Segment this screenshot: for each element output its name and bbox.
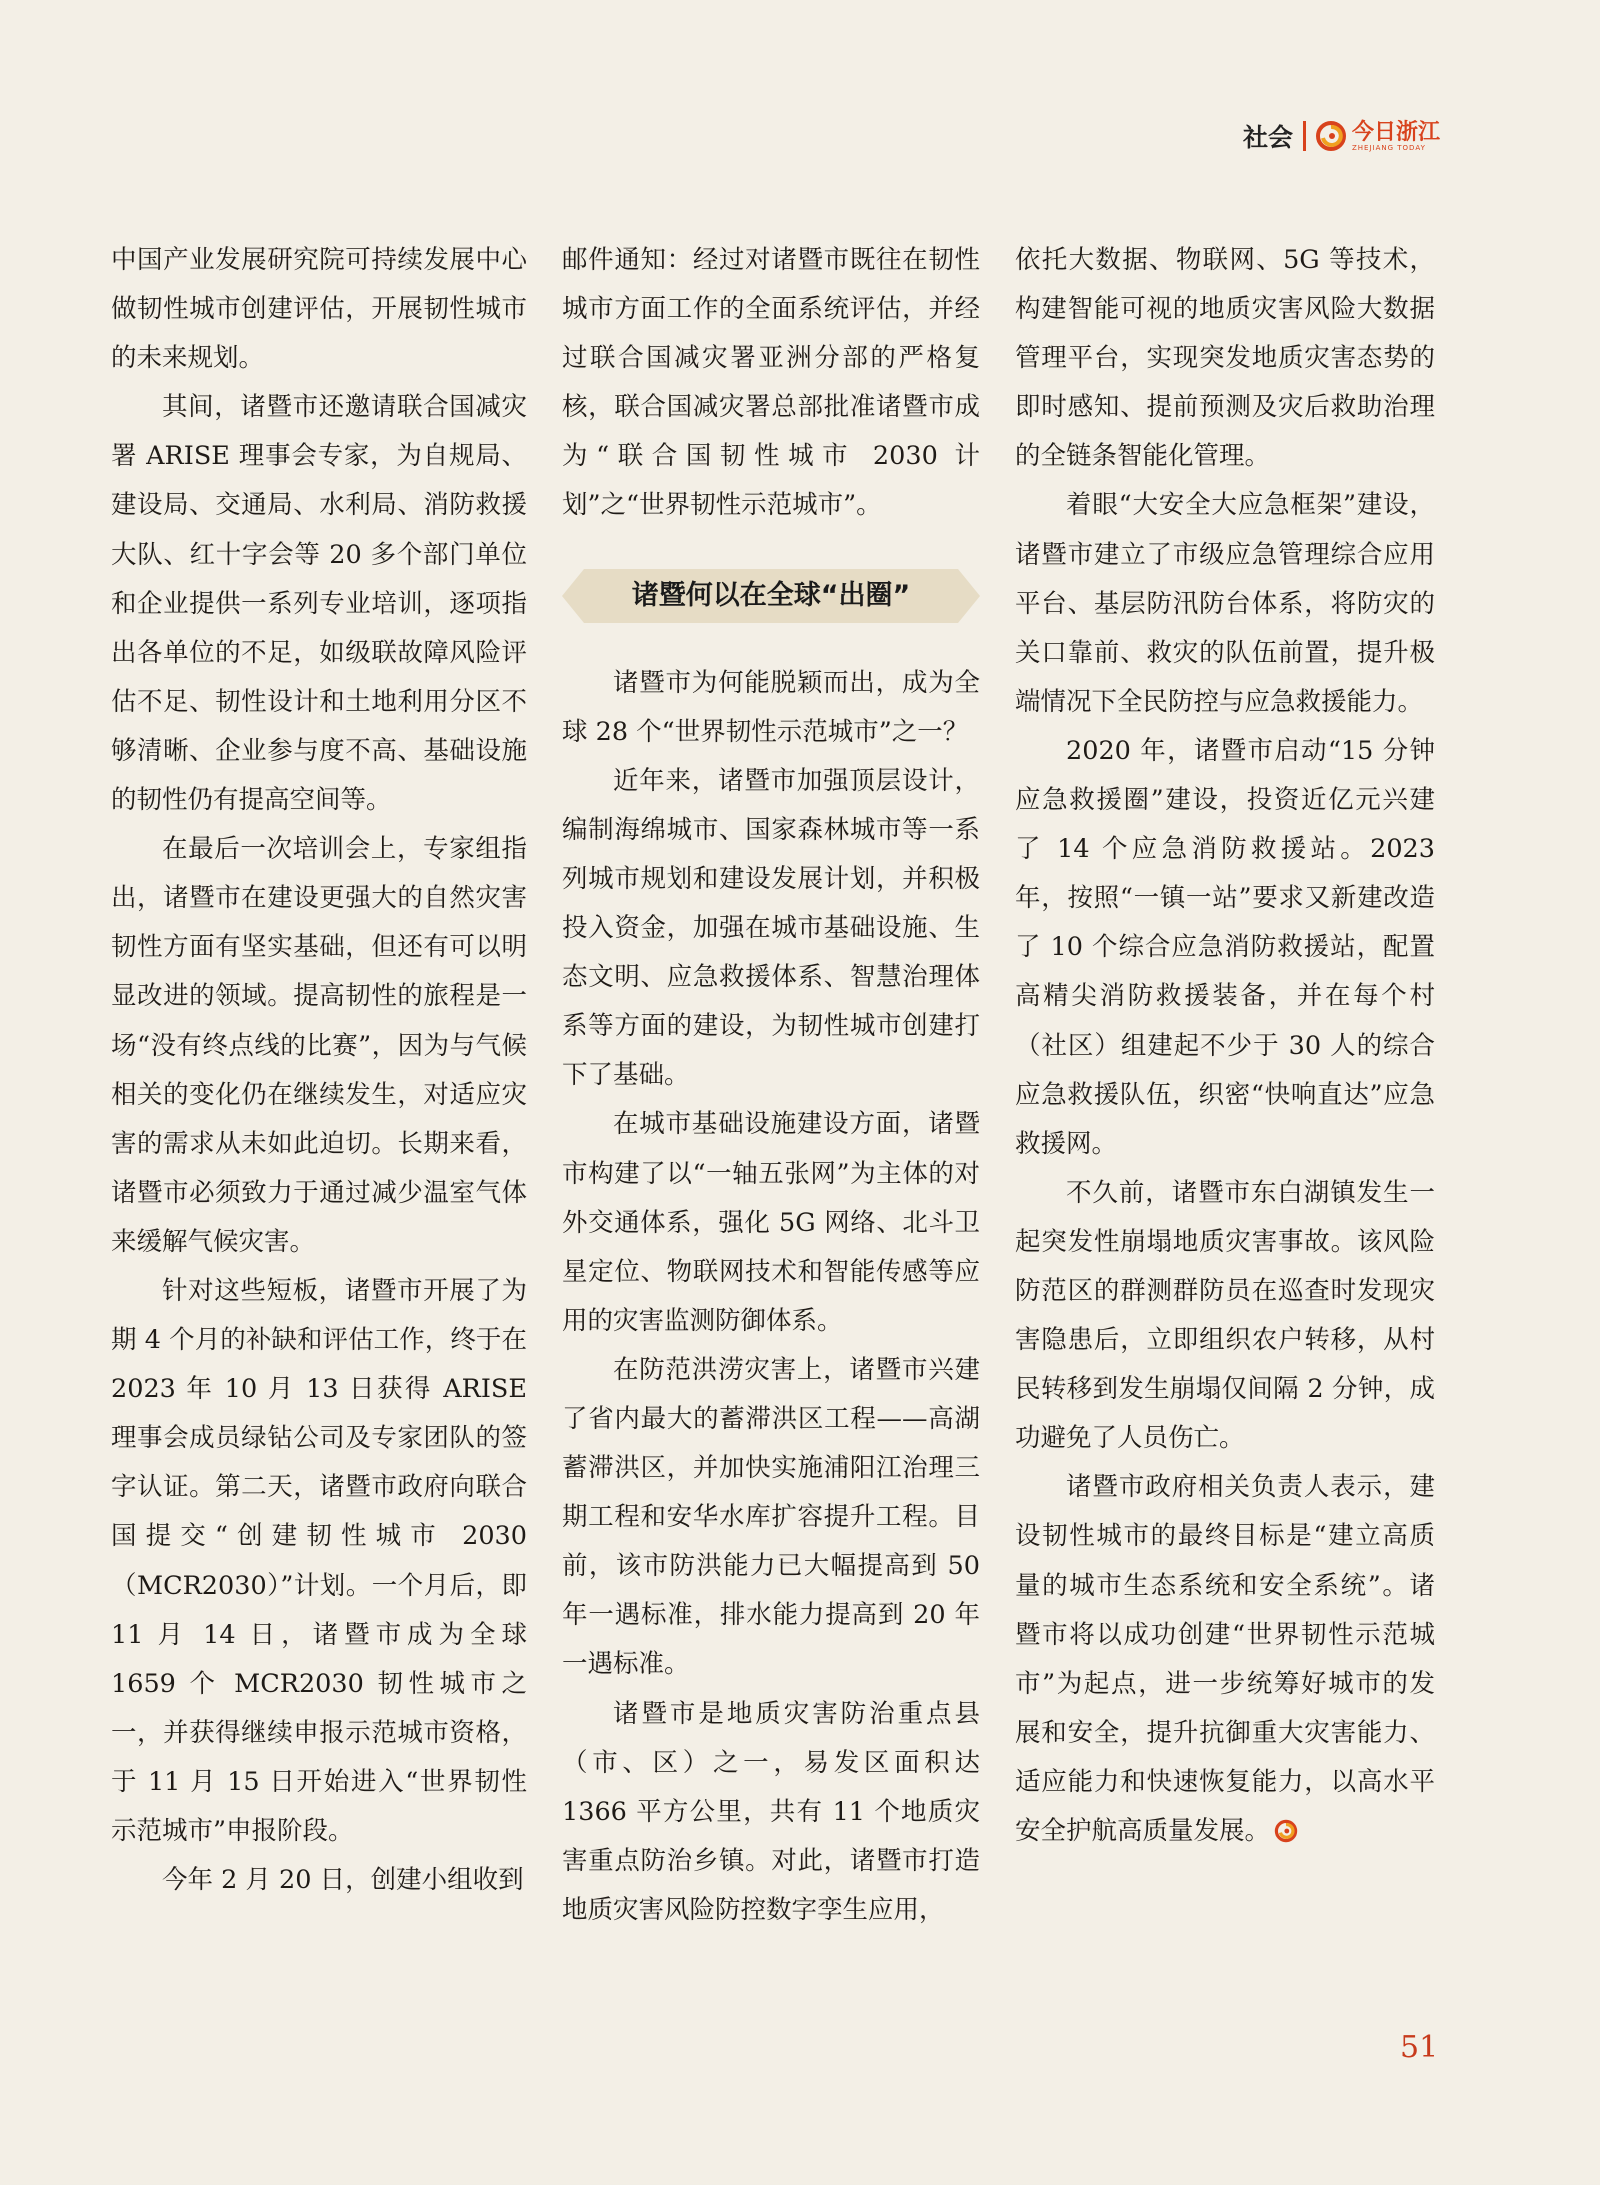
paragraph: 依托大数据、物联网、5G 等技术，构建智能可视的地质灾害风险大数据管理平台，实现突发地质灾害态势的即时感知、提前预测及灾后救助治理的全链条智能化管理。 <box>1015 245 1435 472</box>
paragraph-text: 诸暨市政府相关负责人表示，建设韧性城市的最终目标是“建立高质量的城市生态系统和安全系统”。诸暨市将以成功创建“世界韧性示范城市”为起点，进一步统筹好城市的发展和安全，提升抗御重大灾害能力、适应能力和快速恢复能力，以高水平安全护航高质量发展。 <box>1015 1472 1435 1846</box>
section-label: 社会 <box>1242 123 1293 152</box>
paragraph: 在城市基础设施建设方面，诸暨市构建了以“一轴五张网”为主体的对外交通体系，强化 5G 网络、北斗卫星定位、物联网技术和智能传感等应用的灾害监测防御体系。 <box>562 1109 980 1336</box>
final-paragraph <box>1015 1463 1435 1856</box>
paragraph: 诸暨市是地质灾害防治重点县（市、区）之一，易发区面积达 1366 平方公里，共有 11 个地质灾害重点防治乡镇。对此，诸暨市打造地质灾害风险防控数字孪生应用， <box>562 1698 980 1925</box>
article-column-3 <box>1015 236 1435 1856</box>
section-subheading <box>562 569 980 623</box>
header-divider <box>1303 121 1306 151</box>
paragraph: 邮件通知：经过对诸暨市既往在韧性城市方面工作的全面系统评估，并经过联合国减灾署亚洲分部的严格复核，联合国减灾署总部批准诸暨市成为“联合国韧性城市 2030 计划”之“世界韧性示范城市”。 <box>562 245 980 521</box>
paragraph: 2020 年，诸暨市启动“15 分钟应急救援圈”建设，投资近亿元兴建了 14 个应急消防救援站。2023 年，按照“一镇一站”要求又新建改造了 10 个综合应急消防救援站，配置高精尖消防救援装备，并在每个村（社区）组建起不少于 30 人的综合应急救援队伍，织密“快响直达”应急救援网。 <box>1015 735 1435 1159</box>
logo-title: 今日浙江 <box>1351 118 1440 145</box>
paragraph: 其间，诸暨市还邀请联合国减灾署 ARISE 理事会专家，为自规局、建设局、交通局、水利局、消防救援大队、红十字会等 20 多个部门单位和企业提供一系列专业培训，逐项指出各单位的不足，如级联故障风险评估不足、韧性设计和土地利用分区不够清晰、企业参与度不高、基础设施的韧性仍有提高空间等。 <box>111 392 527 816</box>
swirl-logo-icon <box>1316 121 1346 151</box>
paragraph: 针对这些短板，诸暨市开展了为期 4 个月的补缺和评估工作，终于在 2023 年 10 月 13 日获得 ARISE 理事会成员绿钻公司及专家团队的签字认证。第二天，诸暨市政府向联合国提交“创建韧性城市 2030（MCR2030）”计划。一个月后，即 11 月 14 日，诸暨市成为全球 1659 个 MCR2030 韧性城市之一，并获得继续申报示范城市资格，于 11 月 15 日开始进入“世界韧性示范城市”申报阶段。 <box>111 1275 527 1846</box>
paragraph: 中国产业发展研究院可持续发展中心做韧性城市创建评估，开展韧性城市的未来规划。 <box>111 245 527 374</box>
paragraph: 着眼“大安全大应急框架”建设，诸暨市建立了市级应急管理综合应用平台、基层防汛防台体系，将防灾的关口靠前、救灾的队伍前置，提升极端情况下全民防控与应急救援能力。 <box>1015 490 1435 717</box>
end-of-article-icon <box>1274 1819 1298 1843</box>
subheading-text: 诸暨何以在全球“出圈” <box>631 580 911 612</box>
paragraph: 诸暨市为何能脱颖而出，成为全球 28 个“世界韧性示范城市”之一？ <box>562 667 980 747</box>
article-column-2 <box>562 236 980 1935</box>
logo-subtitle: ZHEJIANG TODAY <box>1351 143 1426 152</box>
paragraph: 不久前，诸暨市东白湖镇发生一起突发性崩塌地质灾害事故。该风险防范区的群测群防员在巡查时发现灾害隐患后，立即组织农户转移，从村民转移到发生崩塌仅间隔 2 分钟，成功避免了人员伤亡。 <box>1015 1177 1435 1454</box>
magazine-logo <box>1316 118 1440 152</box>
paragraph: 在最后一次培训会上，专家组指出，诸暨市在建设更强大的自然灾害韧性方面有坚实基础，但还有可以明显改进的领域。提高韧性的旅程是一场“没有终点线的比赛”，因为与气候相关的变化仍在继续发生，对适应灾害的需求从未如此迫切。长期来看，诸暨市必须致力于通过减少温室气体来缓解气候灾害。 <box>111 834 527 1257</box>
paragraph: 今年 2 月 20 日，创建小组收到 <box>162 1865 524 1896</box>
page-header <box>1243 118 1440 154</box>
paragraph: 在防范洪涝灾害上，诸暨市兴建了省内最大的蓄滞洪区工程——高湖蓄滞洪区，并加快实施浦阳江治理三期工程和安华水库扩容提升工程。目前，该市防洪能力已大幅提高到 50 年一遇标准，排水能力提高到 20 年一遇标准。 <box>562 1354 980 1680</box>
page-number: 51 <box>1400 2030 1439 2065</box>
article-column-1 <box>111 236 527 1905</box>
paragraph: 近年来，诸暨市加强顶层设计，编制海绵城市、国家森林城市等一系列城市规划和建设发展计划，并积极投入资金，加强在城市基础设施、生态文明、应急救援体系、智慧治理体系等方面的建设，为韧性城市创建打下了基础。 <box>562 765 980 1091</box>
